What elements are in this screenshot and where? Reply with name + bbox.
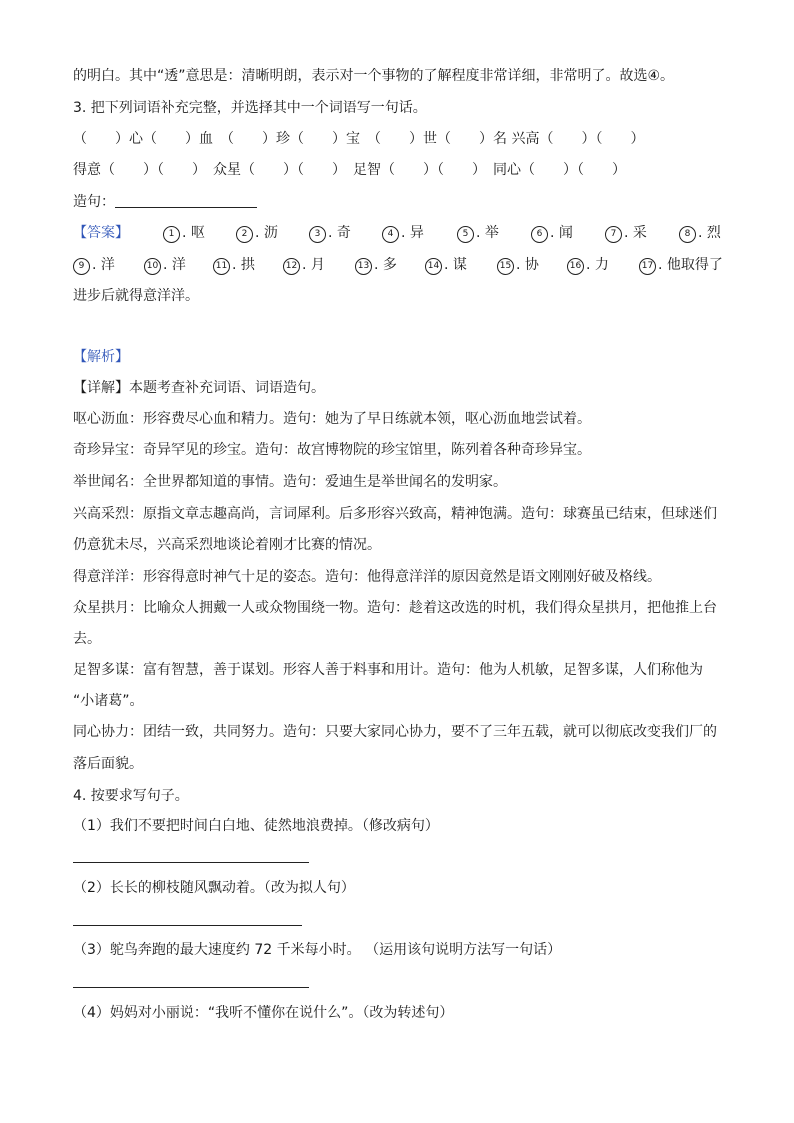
answer-item: 6 . 闻 [531, 223, 573, 243]
answer-item: 5 . 举 [457, 223, 499, 243]
explanation-line: 众星拱月：比喻众人拥戴一人或众物围绕一物。造句：趁着这改选的时机，我们得众星拱月，把他推上台 [73, 600, 717, 616]
answer-item: 4 . 异 [382, 223, 424, 243]
explanation-label: 【解析】 [73, 349, 129, 365]
answer-item: 3 . 奇 [309, 223, 351, 243]
answer-item: 14 . 谋 [425, 255, 467, 275]
explanation-line: 奇珍异宝：奇异罕见的珍宝。造句：故宫博物院的珍宝馆里，陈列着各种奇珍异宝。 [73, 442, 591, 458]
explanation-line: 足智多谋：富有智慧，善于谋划。形容人善于料事和用计。造句：他为人机敏，足智多谋，人们称他为 [73, 662, 703, 678]
answer-blank-3 [73, 987, 309, 988]
answer-item: 2 . 沥 [236, 223, 278, 243]
explanation-line: 落后面貌。 [73, 756, 143, 772]
explanation-line: 兴高采烈：原指文章志趣高尚，言词犀利。后多形容兴致高，精神饱满。造句：球赛虽已结束，但球迷们 [73, 506, 717, 522]
make-sentence-line [73, 192, 257, 212]
answer-item: 11 . 拱 [213, 255, 255, 275]
explanation-line: 同心协力：团结一致，共同努力。造句：只要大家同心协力，要不了三年五载，就可以彻底改变我们厂的 [73, 724, 717, 740]
answer-item: 1 . 呕 [163, 223, 205, 243]
answer-blank-1 [73, 862, 309, 863]
question-4-item-3: （3）鸵鸟奔跑的最大速度约 72 千米每小时。 （运用该句说明方法写一句话） [73, 942, 562, 958]
question-4-item-4: （4）妈妈对小丽说：“我听不懂你在说什么”。（改为转述句） [73, 1005, 454, 1021]
question-4-item-1: （1）我们不要把时间白白地、徒然地浪费掉。（修改病句） [73, 818, 439, 834]
answer-label: 【答案】 [73, 225, 129, 241]
answer-item: 7 . 采 [605, 223, 647, 243]
question-4-title: 4. 按要求写句子。 [73, 788, 189, 804]
answer-item: 12 . 月 [283, 255, 325, 275]
continued-answer-text: 的明白。其中“透”意思是：清晰明朗，表示对一个事物的了解程度非常详细，非常明了。故选④。 [73, 68, 675, 84]
answer-item: 10 . 洋 [144, 255, 186, 275]
explanation-line: 去。 [73, 631, 101, 647]
explanation-line: 仍意犹未尽，兴高采烈地谈论着刚才比赛的情况。 [73, 537, 381, 553]
explanation-line: 呕心沥血：形容费尽心血和精力。造句：她为了早日练就本领，呕心沥血地尝试着。 [73, 411, 591, 427]
answer-item: 8 . 烈 [679, 223, 721, 243]
answer-item: 17 . 他取得了 [639, 255, 723, 275]
answer-item: 16 . 力 [567, 255, 609, 275]
answer-blank-2 [73, 925, 302, 926]
answer-item: 15 . 协 [497, 255, 539, 275]
question-3-row-1: （ ）心（ ）血 （ ）珍（ ）宝 （ ）世（ ）名 兴高（ ）（ ） [73, 131, 645, 147]
question-4-item-2: （2）长长的柳枝随风飘动着。（改为拟人句） [73, 880, 355, 896]
answer-item: 13 . 多 [355, 255, 397, 275]
explanation-line: 举世闻名：全世界都知道的事情。造句：爱迪生是举世闻名的发明家。 [73, 474, 507, 490]
detail-label: 【详解】 [73, 380, 129, 396]
explanation-line: “小诸葛”。 [73, 693, 144, 709]
answer-continuation: 进步后就得意洋洋。 [73, 288, 199, 304]
question-3-title: 3. 把下列词语补充完整，并选择其中一个词语写一句话。 [73, 100, 427, 116]
make-sentence-label: 造句： [73, 194, 115, 210]
detail-line [73, 378, 325, 398]
question-3-row-2: 得意（ ）（ ） 众星（ ）（ ） 足智（ ）（ ） 同心（ ）（ ） [73, 162, 626, 178]
answer-blank [115, 193, 257, 208]
detail-text: 本题考查补充词语、词语造句。 [129, 380, 325, 396]
answer-item: 9 . 洋 [73, 255, 115, 275]
explanation-line: 得意洋洋：形容得意时神气十足的姿态。造句：他得意洋洋的原因竟然是语文刚刚好破及格线。 [73, 569, 661, 585]
